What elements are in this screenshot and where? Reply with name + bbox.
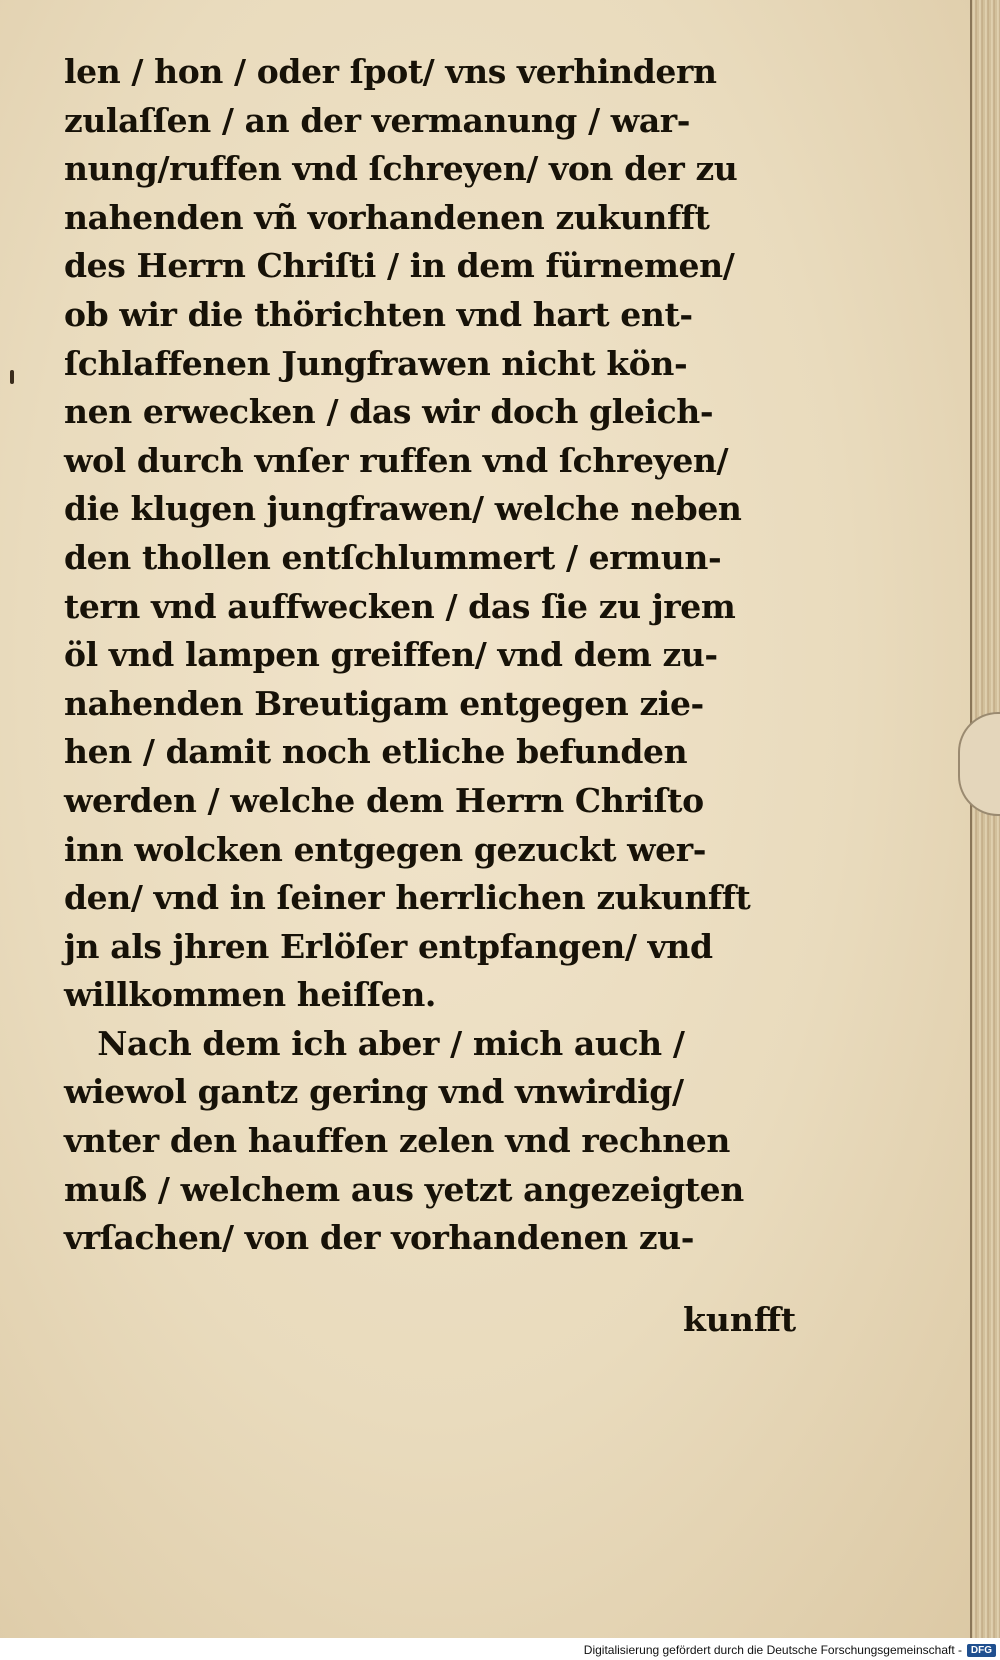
text-line: wiewol gantz gering vnd vnwirdig/	[64, 1072, 684, 1112]
footer-credit: Digitalisierung gefördert durch die Deutsche Forschungsgemeinschaft -	[583, 1643, 962, 1657]
catchword: kunfft	[683, 1300, 797, 1339]
text-block	[64, 48, 784, 1263]
text-line: ſchlaffenen Jungfrawen nicht kön-	[64, 343, 688, 383]
dfg-logo-icon: DFG	[967, 1644, 996, 1657]
footer-bar	[0, 1638, 1000, 1660]
text-line: willkommen heiſſen.	[64, 975, 436, 1015]
margin-mark	[10, 370, 14, 384]
text-line: nahenden vñ vorhandenen zukunfft	[64, 197, 710, 237]
text-line: ob wir die thörichten vnd hart ent-	[64, 294, 693, 334]
text-line: muß / welchem aus yetzt angezeigten	[64, 1169, 744, 1209]
text-line: vnter den hauffen zelen vnd rechnen	[64, 1121, 730, 1161]
text-line: zulaſſen / an der vermanung / war-	[64, 100, 691, 140]
text-line: hen / damit noch etliche befunden	[64, 732, 688, 772]
text-line: werden / welche dem Herrn Chriſto	[64, 780, 704, 820]
text-line: den/ vnd in ſeiner herrlichen zukunfft	[64, 878, 751, 918]
text-line: den thollen entſchlummert / ermun-	[64, 537, 722, 577]
text-line: nen erwecken / das wir doch gleich-	[64, 392, 714, 432]
text-line: öl vnd lampen greiffen/ vnd dem zu-	[64, 635, 718, 675]
text-line: wol durch vnſer ruffen vnd ſchreyen/	[64, 440, 729, 480]
text-line: Nach dem ich aber / mich auch /	[64, 1023, 685, 1063]
text-line: des Herrn Chriſti / in dem fürnemen/	[64, 246, 735, 286]
text-line: nung/ruffen vnd ſchreyen/ von der zu	[64, 149, 738, 189]
page-edges	[970, 0, 1000, 1638]
text-line: die klugen jungfrawen/ welche neben	[64, 489, 742, 529]
text-line: nahenden Breutigam entgegen zie-	[64, 683, 704, 723]
text-line: vrſachen/ von der vorhandenen zu-	[64, 1218, 695, 1258]
text-line: jn als jhren Erlöſer entpfangen/ vnd	[64, 926, 713, 966]
text-line: inn wolcken entgegen gezuckt wer-	[64, 829, 707, 869]
text-line: tern vnd auffwecken / das ſie zu jrem	[64, 586, 736, 626]
text-line: len / hon / oder ſpot/ vns verhindern	[64, 52, 717, 91]
